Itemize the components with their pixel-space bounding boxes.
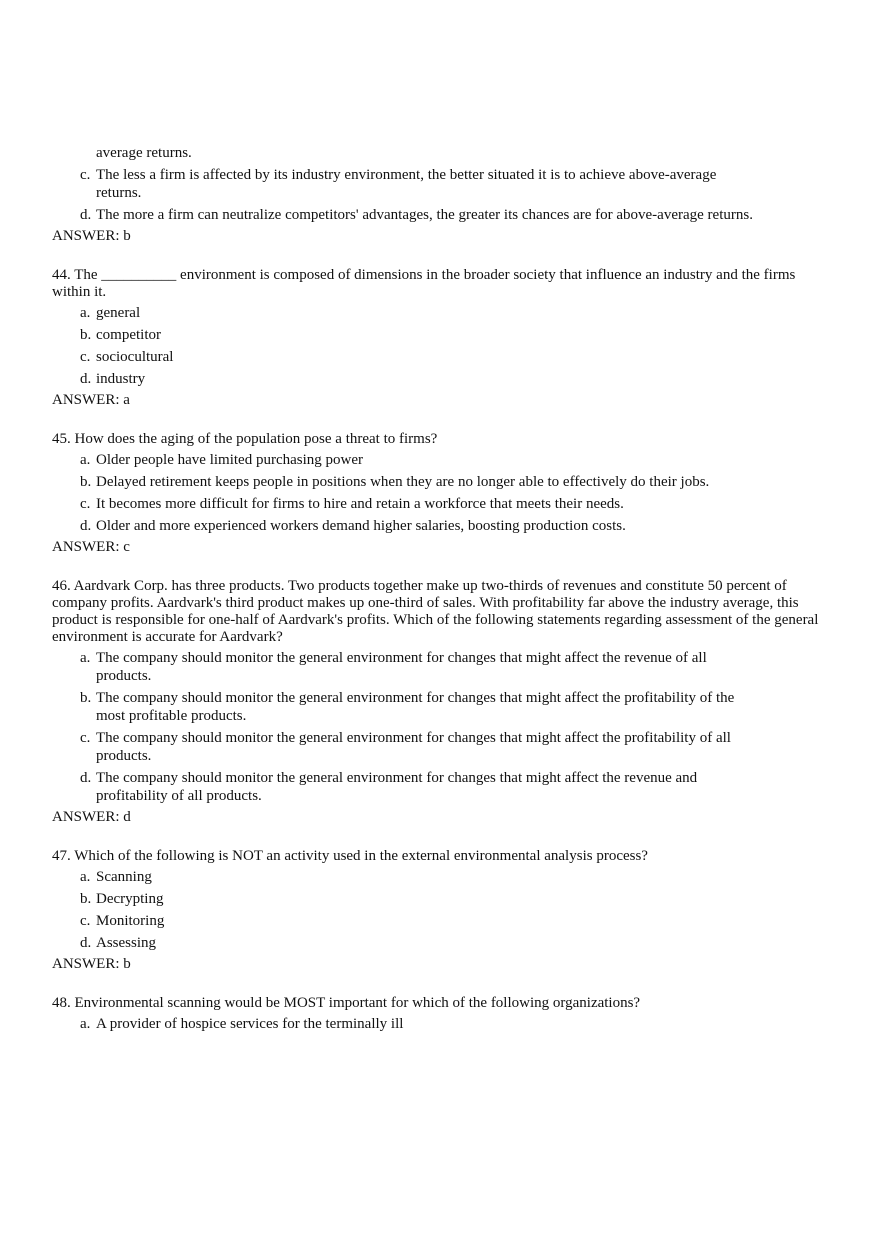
- prev-option-continuation: average returns.: [96, 145, 192, 161]
- q45-option-c: [52, 495, 832, 513]
- option-text: The more a firm can neutralize competitors' advantages, the greater its chances are for above-average returns.: [96, 207, 753, 223]
- option-text: general: [96, 305, 141, 321]
- question-46-stem: 46. Aardvark Corp. has three products. Two products together make up two-thirds of revenues and constitute 50 percent of company profits. Aardvark's third product makes up one-third of sales. With profitability far above the industry average, this product is responsible for one-half of Aardvark's profits. Which of the following statements regarding assessment of the general environment is accurate for Aardvark?: [52, 578, 819, 645]
- option-letter: c.: [80, 913, 91, 929]
- q44-option-a: [52, 304, 832, 322]
- option-letter: d.: [80, 935, 92, 951]
- option-letter: c.: [80, 730, 91, 746]
- option-text: industry: [96, 371, 146, 387]
- document-page: [52, 144, 832, 1033]
- q44-option-b: [52, 326, 832, 344]
- q44-option-c: [52, 348, 832, 366]
- q46-option-b: [52, 689, 832, 725]
- q45-option-d: [52, 517, 832, 535]
- option-text: The company should monitor the general environment for changes that might affect the revenue of all products.: [96, 650, 707, 684]
- option-letter: b.: [80, 891, 92, 907]
- prev-answer: ANSWER: b: [52, 228, 131, 244]
- option-letter: d.: [80, 207, 92, 223]
- q45-answer: ANSWER: c: [52, 539, 130, 555]
- option-text: A provider of hospice services for the terminally ill: [96, 1016, 404, 1032]
- q46-option-d: [52, 769, 832, 805]
- question-45-stem: 45. How does the aging of the population pose a threat to firms?: [52, 431, 438, 447]
- q47-option-a: [52, 868, 832, 886]
- q48-option-a: [52, 1015, 832, 1033]
- q47-option-b: [52, 890, 832, 908]
- option-text: The less a firm is affected by its industry environment, the better situated it is to achieve above-average returns.: [96, 167, 717, 201]
- option-text: Assessing: [96, 935, 157, 951]
- option-letter: a.: [80, 452, 91, 468]
- q44-option-d: [52, 370, 832, 388]
- q44-answer: ANSWER: a: [52, 392, 130, 408]
- option-letter: b.: [80, 474, 92, 490]
- option-letter: a.: [80, 650, 91, 666]
- option-text: Delayed retirement keeps people in positions when they are no longer able to effectively do their jobs.: [96, 474, 710, 490]
- option-letter: a.: [80, 1016, 91, 1032]
- option-text: competitor: [96, 327, 161, 343]
- option-letter: b.: [80, 327, 92, 343]
- option-text: The company should monitor the general environment for changes that might affect the profitability of the most profitable products.: [96, 690, 735, 724]
- option-letter: a.: [80, 869, 91, 885]
- q47-option-d: [52, 934, 832, 952]
- option-text: Older people have limited purchasing power: [96, 452, 363, 468]
- question-47-stem: 47. Which of the following is NOT an activity used in the external environmental analysis process?: [52, 848, 648, 864]
- q46-option-a: [52, 649, 832, 685]
- q45-option-b: [52, 473, 832, 491]
- q46-option-c: [52, 729, 832, 765]
- option-text: Scanning: [96, 869, 152, 885]
- question-48-stem: 48. Environmental scanning would be MOST important for which of the following organizations?: [52, 995, 641, 1011]
- option-text: Decrypting: [96, 891, 164, 907]
- option-letter: c.: [80, 167, 91, 183]
- option-letter: d.: [80, 770, 92, 786]
- question-44-stem: 44. The __________ environment is composed of dimensions in the broader society that influence an industry and the firms within it.: [52, 267, 796, 300]
- q47-answer: ANSWER: b: [52, 956, 131, 972]
- q46-answer: ANSWER: d: [52, 809, 131, 825]
- option-text: The company should monitor the general environment for changes that might affect the profitability of all products.: [96, 730, 731, 764]
- q47-option-c: [52, 912, 832, 930]
- option-text: sociocultural: [96, 349, 174, 365]
- option-letter: c.: [80, 496, 91, 512]
- option-letter: c.: [80, 349, 91, 365]
- option-letter: d.: [80, 518, 92, 534]
- option-text: Older and more experienced workers demand higher salaries, boosting production costs.: [96, 518, 626, 534]
- prev-option-c: [52, 166, 832, 202]
- prev-option-d: [52, 206, 832, 224]
- option-letter: b.: [80, 690, 92, 706]
- option-text: The company should monitor the general environment for changes that might affect the revenue and profitability of all products.: [96, 770, 698, 804]
- option-text: Monitoring: [96, 913, 165, 929]
- option-text: It becomes more difficult for firms to hire and retain a workforce that meets their needs.: [96, 496, 624, 512]
- option-letter: d.: [80, 371, 92, 387]
- option-letter: a.: [80, 305, 91, 321]
- q45-option-a: [52, 451, 832, 469]
